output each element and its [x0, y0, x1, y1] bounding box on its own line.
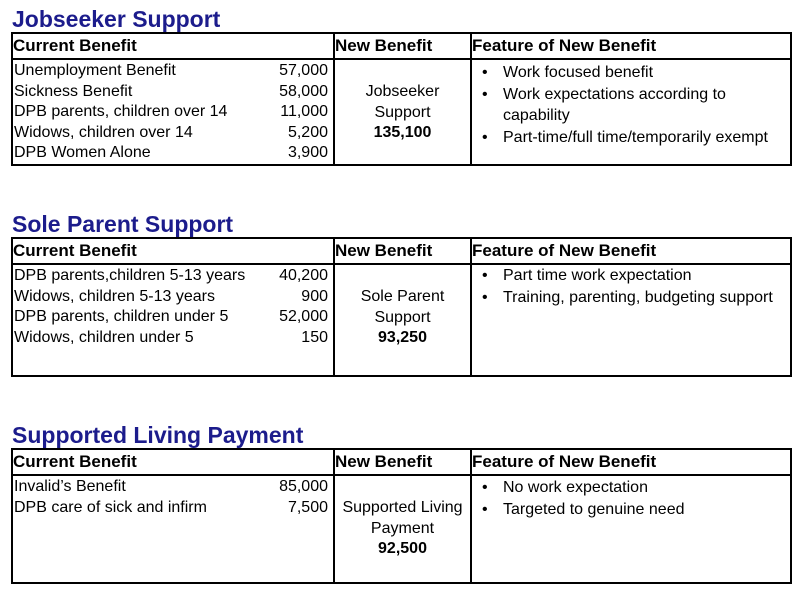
benefit-name: DPB Women Alone: [14, 144, 151, 161]
current-benefit-cell: [12, 59, 334, 165]
feature-item: [472, 266, 790, 287]
feature-text: Part time work expectation: [503, 267, 692, 284]
table-header-row: [12, 238, 791, 264]
feature-item: [472, 478, 790, 499]
current-benefit-item: [13, 307, 333, 328]
new-benefit-count: 92,500: [378, 540, 427, 557]
current-benefit-item: [13, 102, 333, 123]
feature-cell: [471, 59, 791, 165]
section-title: Sole Parent Support: [12, 211, 234, 237]
header-new-benefit: New Benefit: [334, 449, 471, 475]
feature-text: No work expectation: [503, 479, 648, 496]
header-current-benefit: Current Benefit: [12, 33, 334, 59]
table-body-row: [12, 475, 791, 583]
new-benefit-count: 93,250: [378, 329, 427, 346]
section-title: Jobseeker Support: [12, 6, 221, 32]
current-benefit-item: [13, 498, 333, 519]
feature-text: Work focused benefit: [503, 64, 654, 81]
current-benefit-cell: [12, 475, 334, 583]
benefit-name: Widows, children 5-13 years: [14, 287, 215, 305]
header-feature: Feature of New Benefit: [471, 238, 791, 264]
current-benefit-item: [13, 328, 333, 349]
current-benefit-item: [13, 287, 333, 308]
new-benefit-name-line2: Payment: [370, 519, 435, 537]
current-benefit-item: [13, 266, 333, 287]
feature-text: Targeted to genuine need: [503, 501, 685, 518]
benefit-table: [11, 32, 792, 166]
header-new-benefit: New Benefit: [334, 33, 471, 59]
new-benefit-name-line1: Jobseeker: [365, 83, 440, 100]
bullet-icon: •: [482, 479, 488, 496]
header-current-benefit: Current Benefit: [12, 449, 334, 475]
new-benefit-cell: [334, 264, 471, 376]
benefit-count: 150: [301, 328, 328, 346]
section-title: Supported Living Payment: [12, 422, 304, 448]
benefit-name: Widows, children over 14: [14, 123, 193, 141]
header-feature: Feature of New Benefit: [471, 449, 791, 475]
benefit-name: DPB parents, children under 5: [14, 308, 229, 325]
feature-item: [472, 288, 790, 309]
benefit-name: Sickness Benefit: [14, 82, 133, 100]
benefit-name: Invalid’s Benefit: [14, 478, 126, 495]
new-benefit-name-line1: Sole Parent: [360, 288, 445, 305]
current-benefit-item: [13, 61, 333, 82]
bullet-icon: •: [482, 64, 488, 81]
benefit-name: DPB parents,children 5-13 years: [14, 267, 246, 284]
new-benefit-cell: [334, 59, 471, 165]
benefit-table: [11, 448, 792, 584]
feature-item: [472, 128, 790, 149]
new-benefit-name-line1: Supported Living: [342, 499, 463, 516]
header-new-benefit: New Benefit: [334, 238, 471, 264]
feature-text: Training, parenting, budgeting support: [503, 289, 773, 306]
feature-cell: [471, 264, 791, 376]
benefit-name: Widows, children under 5: [14, 328, 194, 346]
new-benefit-cell: [334, 475, 471, 583]
bullet-icon: •: [482, 128, 488, 146]
benefit-count: 58,000: [279, 82, 328, 100]
benefit-name: Unemployment Benefit: [14, 62, 176, 79]
benefit-name: DPB care of sick and infirm: [14, 498, 207, 516]
current-benefit-item: [13, 123, 333, 144]
bullet-icon: •: [482, 267, 488, 284]
benefit-count: 5,200: [287, 123, 328, 141]
feature-item: [472, 63, 790, 84]
header-current-benefit: Current Benefit: [12, 238, 334, 264]
current-benefit-item: [13, 143, 333, 164]
current-benefit-cell: [12, 264, 334, 376]
benefit-count: 900: [301, 287, 328, 305]
benefit-name: DPB parents, children over 14: [14, 103, 228, 120]
bullet-icon: •: [482, 501, 488, 518]
benefit-count: 40,200: [279, 267, 328, 284]
benefit-count: 52,000: [279, 308, 328, 325]
benefit-count: 85,000: [279, 478, 328, 495]
feature-text: Part-time/full time/temporarily exempt: [503, 128, 768, 146]
table-body-row: [12, 264, 791, 376]
current-benefit-item: [13, 477, 333, 498]
benefit-count: 57,000: [279, 62, 328, 79]
new-benefit-count: 135,100: [373, 124, 432, 141]
table-body-row: [12, 59, 791, 165]
table-header-row: [12, 33, 791, 59]
benefit-count: 11,000: [280, 103, 328, 120]
feature-item: [472, 85, 790, 126]
table-header-row: [12, 449, 791, 475]
benefit-count: 3,900: [287, 144, 328, 161]
new-benefit-name-line2: Support: [374, 103, 431, 121]
benefit-count: 7,500: [287, 498, 328, 516]
bullet-icon: •: [482, 289, 488, 306]
current-benefit-item: [13, 82, 333, 103]
feature-cell: [471, 475, 791, 583]
bullet-icon: •: [482, 86, 488, 103]
benefit-table: [11, 237, 792, 377]
header-feature: Feature of New Benefit: [471, 33, 791, 59]
feature-item: [472, 500, 790, 521]
new-benefit-name-line2: Support: [374, 308, 431, 326]
feature-text: Work expectations according to capability: [503, 86, 726, 124]
